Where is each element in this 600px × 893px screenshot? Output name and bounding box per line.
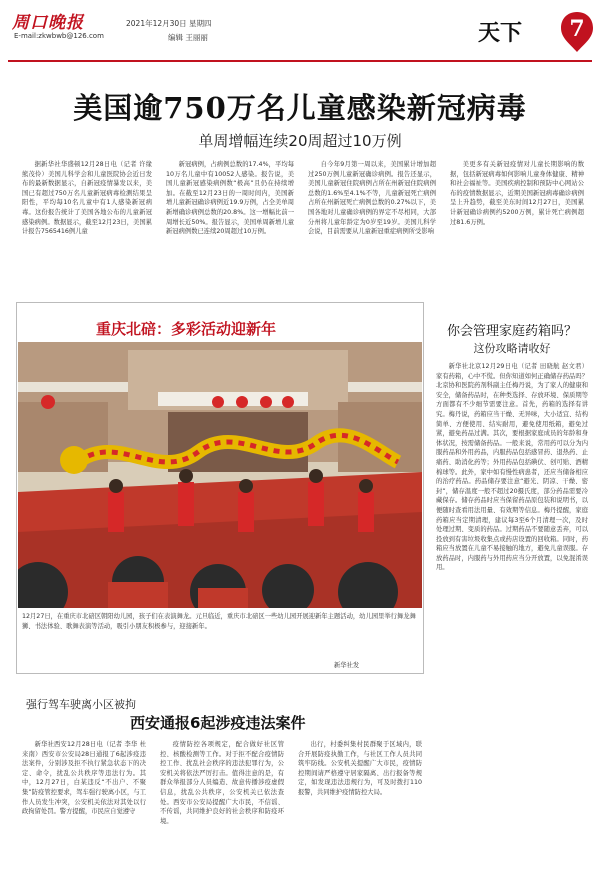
lead-column-2 — [166, 160, 294, 286]
photo-caption: 12月27日，在重庆市北碚区朝阳幼儿园，孩子们在表演舞龙。元旦临近，重庆市北碚区一些幼儿园开展迎新年主题活动，幼儿园里举行舞龙舞狮、书法体验、歌舞表演等活动，吸引小朋友积极参与，迎接新年。 — [22, 613, 416, 630]
lead-column-3-text: 自今年9月第一周以来，美国累计增加超过250万例儿童新冠确诊病例。报告还显示，美国儿童新冠住院病例占所在州新冠住院病例总数的1.6%至4.1%不等，儿童新冠死亡病例占所在州新冠死亡病例总数的0.27%以下，美国各地对儿童确诊病例的界定不尽相同，大部分州将儿童年龄定为0岁至19岁。美国儿科学会说，目前需要从儿童新冠重症病例所受影响 — [308, 161, 436, 236]
bottom-column-2-text: 疫情防控各项规定，配合做好社区管控、核酸检测等工作。对于拒不配合疫情防控工作、扰乱社会秩序的违法犯罪行为，公安机关将依法严厉打击。值得注意的是，有群众举报部分人员编造、故意传播涉疫虚假信息，扰乱公共秩序，公安机关已依法查处。西安市公安局提醒广大市民，不信谣、不传谣，共同维护良好的社会秩序和防疫环境。 — [160, 741, 284, 825]
lead-column-2-text: 新冠病例，占病例总数的17.4%，平均每10万名儿童中有10052人感染。报告说，美国儿童新冠感染病例数“极高”且仍在持续增加。在截至12月23日的一周时间内，美国新增儿童新冠确诊病例近19.9万例，占全美单周新增确诊病例总数的20.8%。这一增幅比前一周增长近50%。报告显示，美国单周新增儿童新冠病例数已连续20周超过10万例。 — [166, 161, 294, 236]
section-name: 天下 — [478, 20, 523, 46]
side-story-body-text: 新华社北京12月29日电（记者 田晓航 赵文君）家有药箱，心中不慌。但你知道如何正确储存药品吗？北京协和医院药剂科副主任梅丹说，为了家人的健康和安全，储备药品时，在种类选择、存放环境、保质期等方面都有不少细节需要注意。首先，药箱的选择有讲究。梅丹说，药箱应当干燥、无异味，大小适宜、结构简单、方便使用、结实耐用，避免使用纸箱，避免过紧，避免药品过满。其次，要根据家庭成员的年龄和身体状况，按需储备药品。一般来说，常用药可以分为内服药品和外用药品，内服药品包括感冒药、退热药、止痛药、助消化药等；外用药品包括碘伏、创可贴、酒精棉球等。此外，家中如有慢性病患者，还应当储备相应的治疗药品。药品储存要注意“避光、阴凉、干燥、密封”，储存温度一般不超过20摄氏度，部分药品需要冷藏保存。储存药品时应当保留药品原包装和说明书，以便随时查看用法用量、有效期等信息。梅丹提醒，家庭药箱应当定期清理，建议每3至6个月清理一次，及时处理过期、变质的药品。过期药品不要随意丢弃，可以投放到有害垃圾收集点或药店设置的回收箱。同时，药箱应当放置在儿童不易接触的地方，避免儿童误服。存放药品时，内服药与外用药应当分开放置，以免混淆误用。 — [436, 363, 588, 572]
dragon-dance-photo — [18, 342, 422, 608]
lead-column-3 — [308, 160, 436, 286]
lead-column-1 — [22, 160, 152, 286]
masthead — [8, 6, 592, 58]
bottom-column-1-text: 新华社西安12月28日电（记者 李华 杜来南）西安市公安局28日通报了6起涉疫违法案件，分别涉及拒不执行紧急状态下的决定、命令，扰乱公共秩序等违法行为。其中，12月27日，白某违反“不出户、不聚集”防疫管控要求，驾车强行驶离小区，与工作人员发生冲突，公安机关依法对其处以行政拘留处罚。警方提醒，市民应自觉遵守 — [22, 741, 146, 816]
photo-illustration-icon — [18, 342, 422, 608]
newspaper-logo: 周口晚报 — [12, 13, 84, 33]
bottom-column-3 — [298, 740, 422, 884]
side-story-title: 你会管理家庭药箱吗？ — [446, 324, 577, 339]
bottom-column-2 — [160, 740, 284, 884]
masthead-rule — [8, 60, 592, 62]
lead-column-4-text: 美更多有关新冠疫情对儿童长期影响的数据，包括新冠病毒如何影响儿童身体健康、精神和社会福祉等。美国疾病控制和预防中心网站公布的疫情数据显示，近期美国新冠病毒确诊病例呈上升趋势，截至美东时间12月27日，美国累计新冠确诊病例约5200万例，累计死亡病例超过81.6万例。 — [450, 161, 584, 226]
photo-credit: 新华社发 — [334, 662, 360, 669]
editor-credit: 编辑 王丽丽 — [168, 33, 208, 42]
side-story-subtitle: 这份攻略请收好 — [473, 342, 551, 355]
bottom-column-3-text: 出行，村委纠集村民群聚于区域内，联合开展防疫执勤工作，与社区工作人员共同筑牢防线。公安机关提醒广大市民，疫情防控期间请严格遵守居家隔离、出行报备等规定，如发现违法违规行为，可及时拨打110报警，共同维护疫情防控大局。 — [298, 741, 422, 796]
bottom-story-title: 西安通报6起涉疫违法案件 — [130, 714, 306, 732]
page-number: 7 — [569, 16, 585, 42]
email-address: E-mail:zkwbwb@126.com — [14, 32, 104, 40]
lead-subhead: 单周增幅连续20周超过10万例 — [198, 132, 402, 150]
bottom-column-1 — [22, 740, 146, 884]
lead-column-1-text: 据新华社华盛顿12月28日电（记者 许缘 熊茂伶）美国儿科学会和儿童医院协会近日发布的最新数据显示，自新冠疫情暴发以来，美国已有超过750万名儿童新冠病毒检测结果呈阳性，平均每10名儿童中有1人感染新冠病毒。这份报告统计了美国各地公布的儿童新冠感染病例。数据显示，截至12月23日，美国累计报告7565416例儿童 — [22, 161, 152, 236]
bottom-story-kicker: 强行驾车驶离小区被拘 — [26, 698, 136, 711]
lead-column-4 — [450, 160, 584, 286]
page-number-badge — [558, 10, 596, 54]
lead-headline: 美国逾750万名儿童感染新冠病毒 — [73, 91, 527, 125]
side-story-body — [436, 362, 588, 882]
photo-story-title: 重庆北碚：多彩活动迎新年 — [96, 320, 277, 338]
issue-date: 2021年12月30日 星期四 — [126, 19, 212, 28]
